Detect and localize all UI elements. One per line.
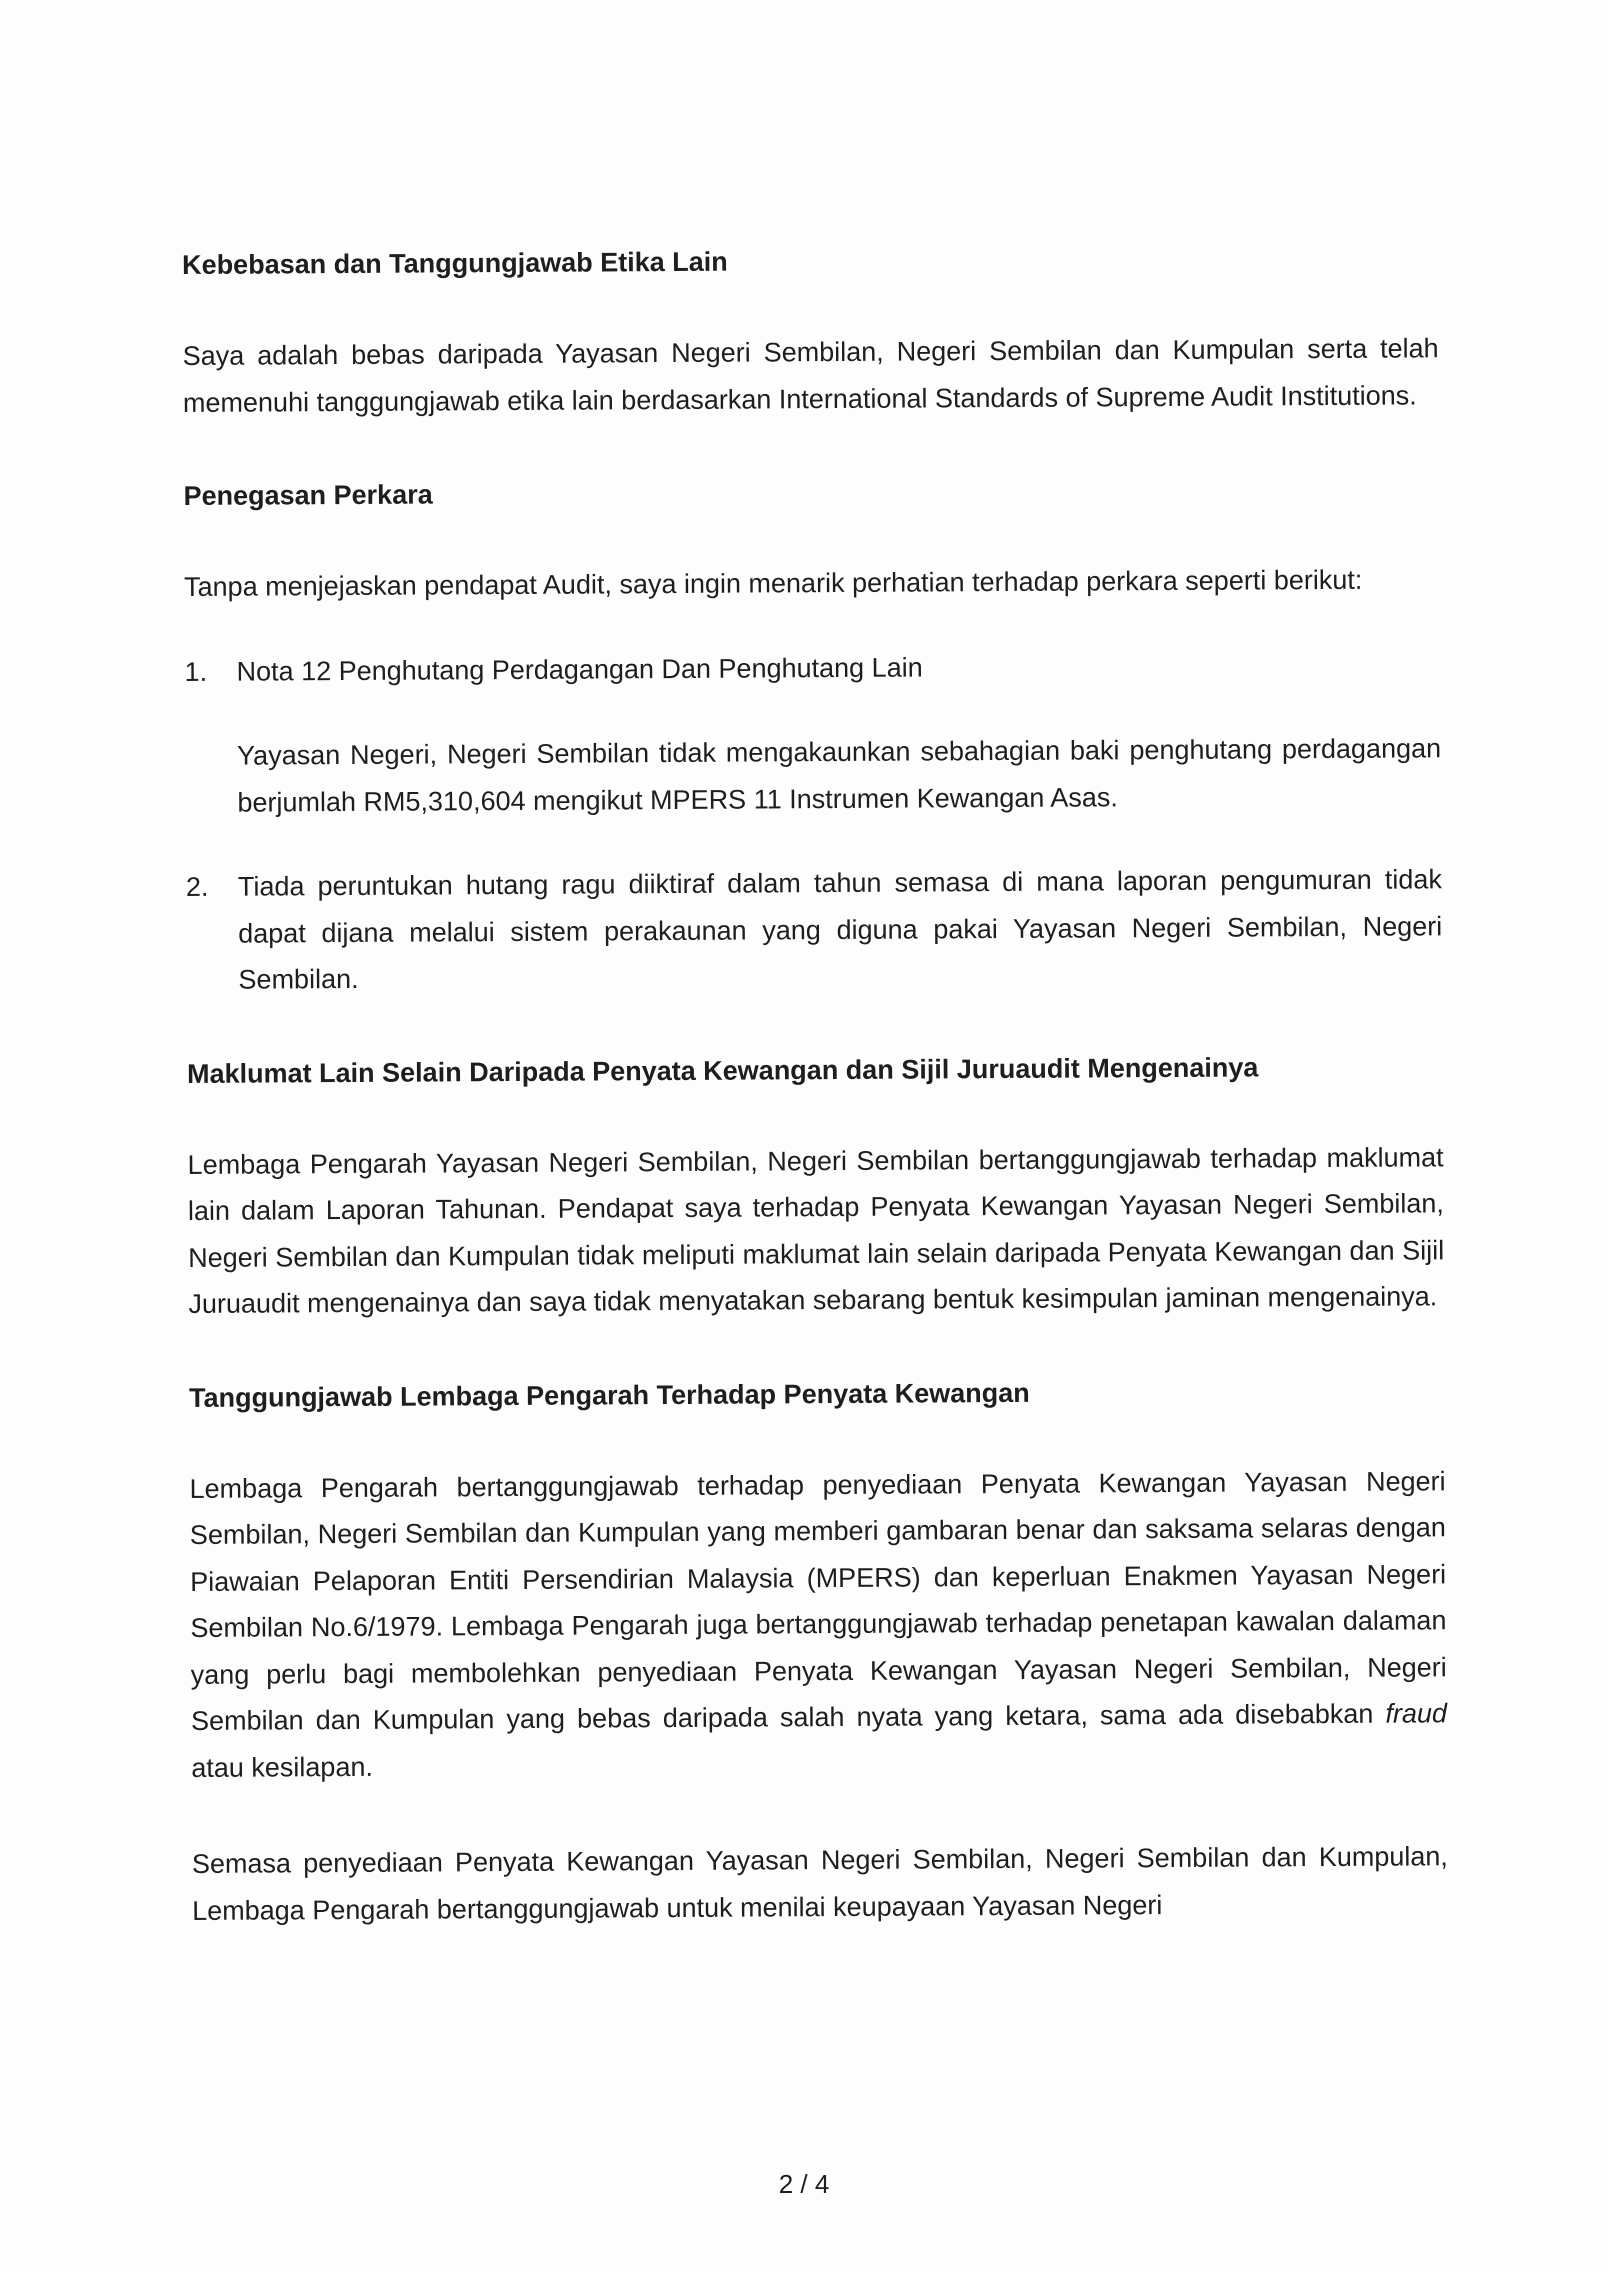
list-item-number: 1. xyxy=(184,656,208,687)
paragraph-board-assessment: Semasa penyediaan Penyata Kewangan Yayasan Negeri Sembilan, Negeri Sembilan dan Kumpulan, Lembaga Pengarah bertanggungjawab untuk menilai keupayaan Yayasan Negeri xyxy=(191,1841,1448,1926)
heading-other-information: Maklumat Lain Selain Daripada Penyata Kewangan dan Sijil Juruaudit Mengenainya xyxy=(186,1051,1259,1089)
page-number: 2 / 4 xyxy=(778,2169,830,2199)
list-item xyxy=(184,641,1441,826)
list-item-text: Yayasan Negeri, Negeri Sembilan tidak mengakaunkan sebahagian baki penghutang perdagangan berjumlah RM5,310,604 mengikut MPERS 11 Instrumen Kewangan Asas. xyxy=(237,733,1442,818)
heading-independence-ethics: Kebebasan dan Tanggungjawab Etika Lain xyxy=(182,246,728,280)
page-content xyxy=(182,237,1448,1934)
list-item xyxy=(186,856,1443,1003)
paragraph-board-text-2: atau kesilapan. xyxy=(191,1751,374,1783)
paragraph-other-information: Lembaga Pengarah Yayasan Negeri Sembilan, Negeri Sembilan bertanggungjawab terhadap maklumat lain dalam Laporan Tahunan. Pendapat saya terhadap Penyata Kewangan Yayasan Negeri Sembilan, Negeri Sembilan dan Kumpulan tidak meliputi maklumat lain selain daripada Penyata Kewangan dan Sijil Juruaudit mengenainya dan saya tidak menyatakan sebarang bentuk kesimpulan jaminan mengenainya. xyxy=(187,1141,1445,1319)
paragraph-emphasis-intro: Tanpa menjejaskan pendapat Audit, saya ingin menarik perhatian terhadap perkara seperti berikut: xyxy=(183,564,1363,602)
heading-emphasis-of-matter: Penegasan Perkara xyxy=(183,479,433,511)
paragraph-independence: Saya adalah bebas daripada Yayasan Negeri Sembilan, Negeri Sembilan dan Kumpulan serta telah memenuhi tanggungjawab etika lain berdasarkan International Standards of Supreme Audit Institutions. xyxy=(182,333,1439,418)
list-item-text: Tiada peruntukan hutang ragu diiktiraf dalam tahun semasa di mana laporan pengumuran tidak dapat dijana melalui sistem perakaunan yang diguna pakai Yayasan Negeri Sembilan, Negeri Sembilan. xyxy=(237,864,1443,995)
heading-board-responsibility: Tanggungjawab Lembaga Pengarah Terhadap Penyata Kewangan xyxy=(188,1377,1030,1413)
list-item-number: 2. xyxy=(185,871,209,902)
paragraph-board-responsibility xyxy=(189,1458,1447,1791)
paragraph-board-text-1: Lembaga Pengarah bertanggungjawab terhadap penyediaan Penyata Kewangan Yayasan Negeri Sembilan, Negeri Sembilan dan Kumpulan yang memberi gambaran benar dan saksama selaras dengan Piawaian Pelaporan Entiti Persendirian Malaysia (MPERS) dan keperluan Enakmen Yayasan Negeri Sembilan No.6/1979. Lembaga Pengarah juga bertanggungjawab terhadap penetapan kawalan dalaman yang perlu bagi membolehkan penyediaan Penyata Kewangan Yayasan Negeri Sembilan, Negeri Sembilan dan Kumpulan yang bebas daripada salah nyata yang ketara, sama ada disebabkan xyxy=(189,1465,1447,1736)
fraud-term: fraud xyxy=(1385,1698,1448,1729)
list-item-title: Nota 12 Penghutang Perdagangan Dan Penghutang Lain xyxy=(236,651,923,687)
